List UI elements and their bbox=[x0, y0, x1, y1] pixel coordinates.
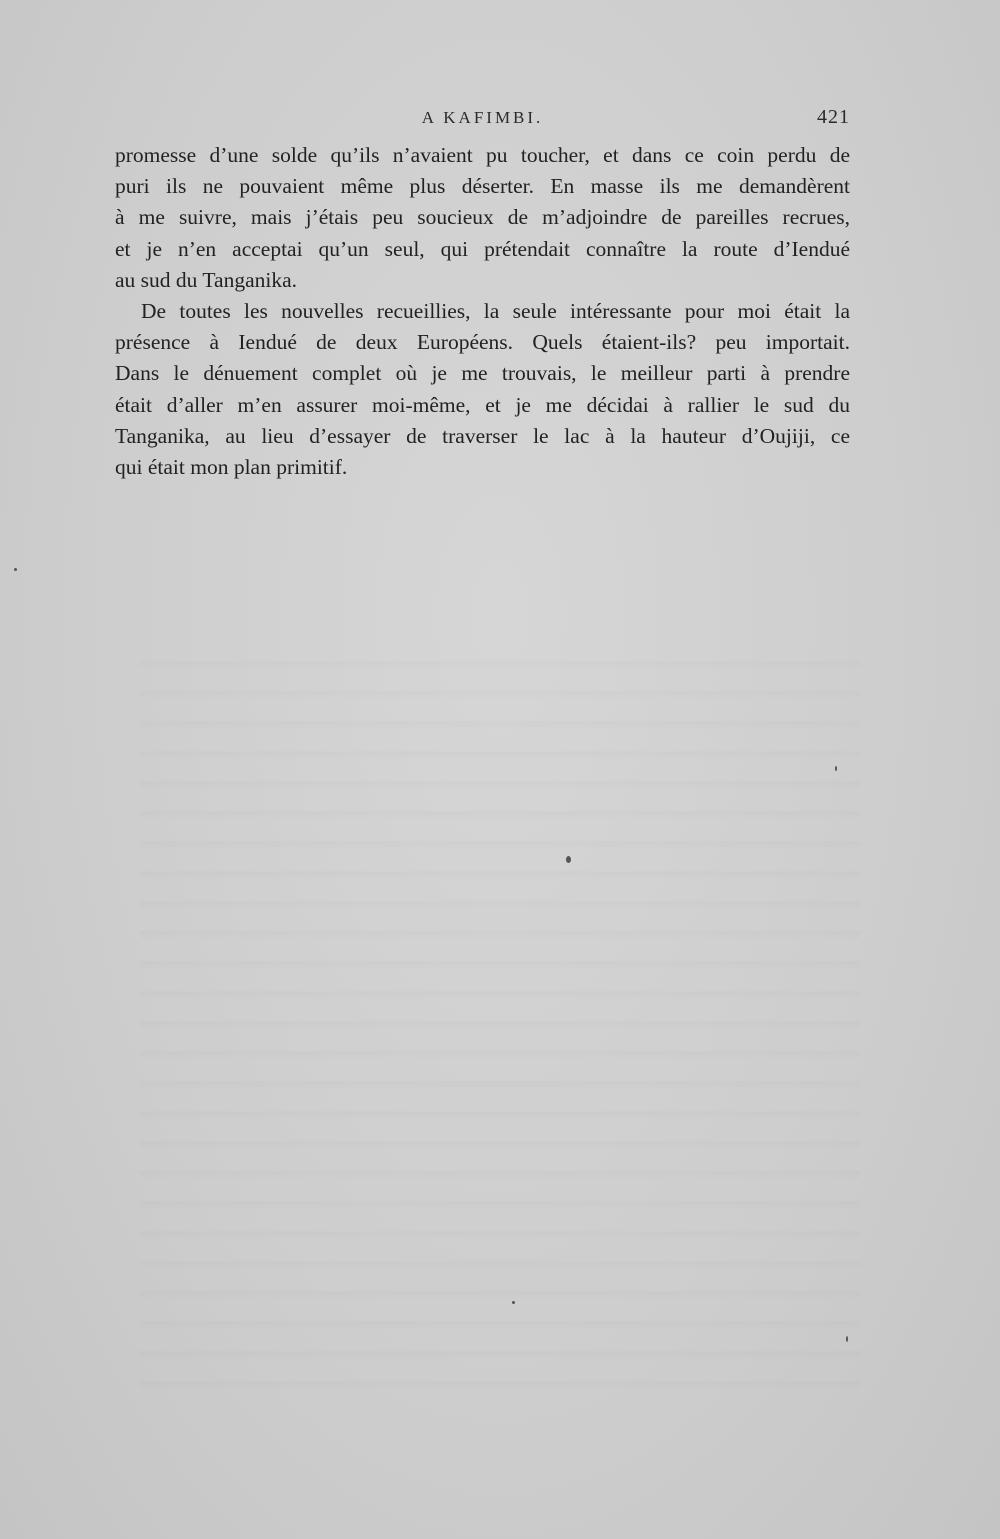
print-speck bbox=[512, 1301, 515, 1304]
text-line: et je n’en acceptai qu’un seul, qui prétendait connaître la route d’Iendué bbox=[115, 236, 850, 261]
text-line: présence à Iendué de deux Européens. Quels étaient-ils? peu importait. bbox=[115, 330, 850, 355]
running-head: A KAFIMBI. bbox=[421, 108, 544, 127]
page-number: 421 bbox=[817, 106, 850, 128]
text-line: De toutes les nouvelles recueillies, la seule intéressante pour moi était la bbox=[141, 299, 850, 324]
text-line: Tanganika, au lieu d’essayer de traverser le lac à la hauteur d’Oujiji, ce bbox=[115, 423, 850, 448]
print-speck bbox=[846, 1336, 848, 1342]
print-speck bbox=[14, 568, 17, 571]
paragraph-1 bbox=[115, 140, 850, 296]
text-line: puri ils ne pouvaient même plus déserter. En masse ils me demandèrent bbox=[115, 174, 850, 199]
text-line: promesse d’une solde qu’ils n’avaient pu toucher, et dans ce coin perdu de bbox=[115, 143, 850, 167]
print-speck bbox=[566, 856, 571, 863]
page-header bbox=[115, 106, 850, 134]
text-line: qui était mon plan primitif. bbox=[115, 455, 348, 480]
text-line: était d’aller m’en assurer moi-même, et je me décidai à rallier le sud du bbox=[115, 392, 850, 417]
show-through-texture bbox=[140, 640, 860, 1400]
body-text bbox=[115, 140, 850, 483]
print-speck bbox=[835, 766, 837, 771]
text-line: à me suivre, mais j’étais peu soucieux de m’adjoindre de pareilles recrues, bbox=[115, 205, 850, 230]
paragraph-2 bbox=[115, 296, 850, 483]
text-line: Dans le dénuement complet où je me trouvais, le meilleur parti à prendre bbox=[115, 361, 850, 386]
text-line: au sud du Tanganika. bbox=[115, 267, 298, 292]
